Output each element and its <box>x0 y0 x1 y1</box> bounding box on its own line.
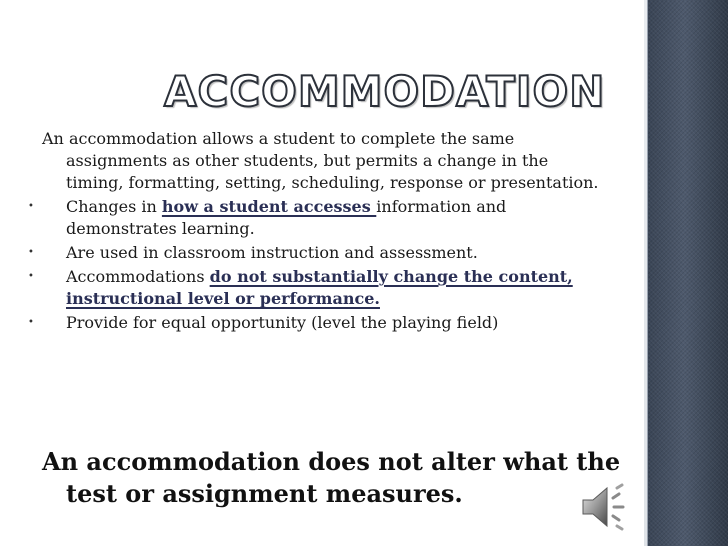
bullet-icon: • <box>28 271 34 282</box>
bullet-item-1 <box>28 196 602 240</box>
bullet-icon: • <box>28 317 34 328</box>
slide-body <box>28 128 602 336</box>
bullet-text-before: Changes in <box>66 197 162 216</box>
bullet-icon: • <box>28 247 34 258</box>
bullet-text-after: information and demonstrates learning. <box>66 197 507 238</box>
bullet-emphasis: how a student accesses <box>161 197 377 216</box>
bullet-text-before: Provide for equal opportunity (level the playing field) <box>66 313 499 332</box>
bullet-text-before: Are used in classroom instruction and assessment. <box>66 243 478 262</box>
slide-title: ACCOMMODATION <box>164 67 606 116</box>
bullet-item-2 <box>28 242 602 264</box>
speaker-icon[interactable] <box>577 480 633 534</box>
side-decorative-strip <box>647 0 728 546</box>
bullet-text-before: Accommodations <box>66 267 210 286</box>
bullet-icon: • <box>28 201 34 212</box>
intro-paragraph: An accommodation allows a student to complete the same assignments as other students, but permits a change in the timing, formatting, setting, scheduling, response or presentation. <box>42 129 599 192</box>
bullet-emphasis: do not substantially change the content, instructional level or performance. <box>66 267 573 308</box>
conclusion-text: An accommodation does not alter what the test or assignment measures. <box>42 447 621 508</box>
bullet-item-4 <box>28 312 602 334</box>
bullet-item-3 <box>28 266 602 310</box>
